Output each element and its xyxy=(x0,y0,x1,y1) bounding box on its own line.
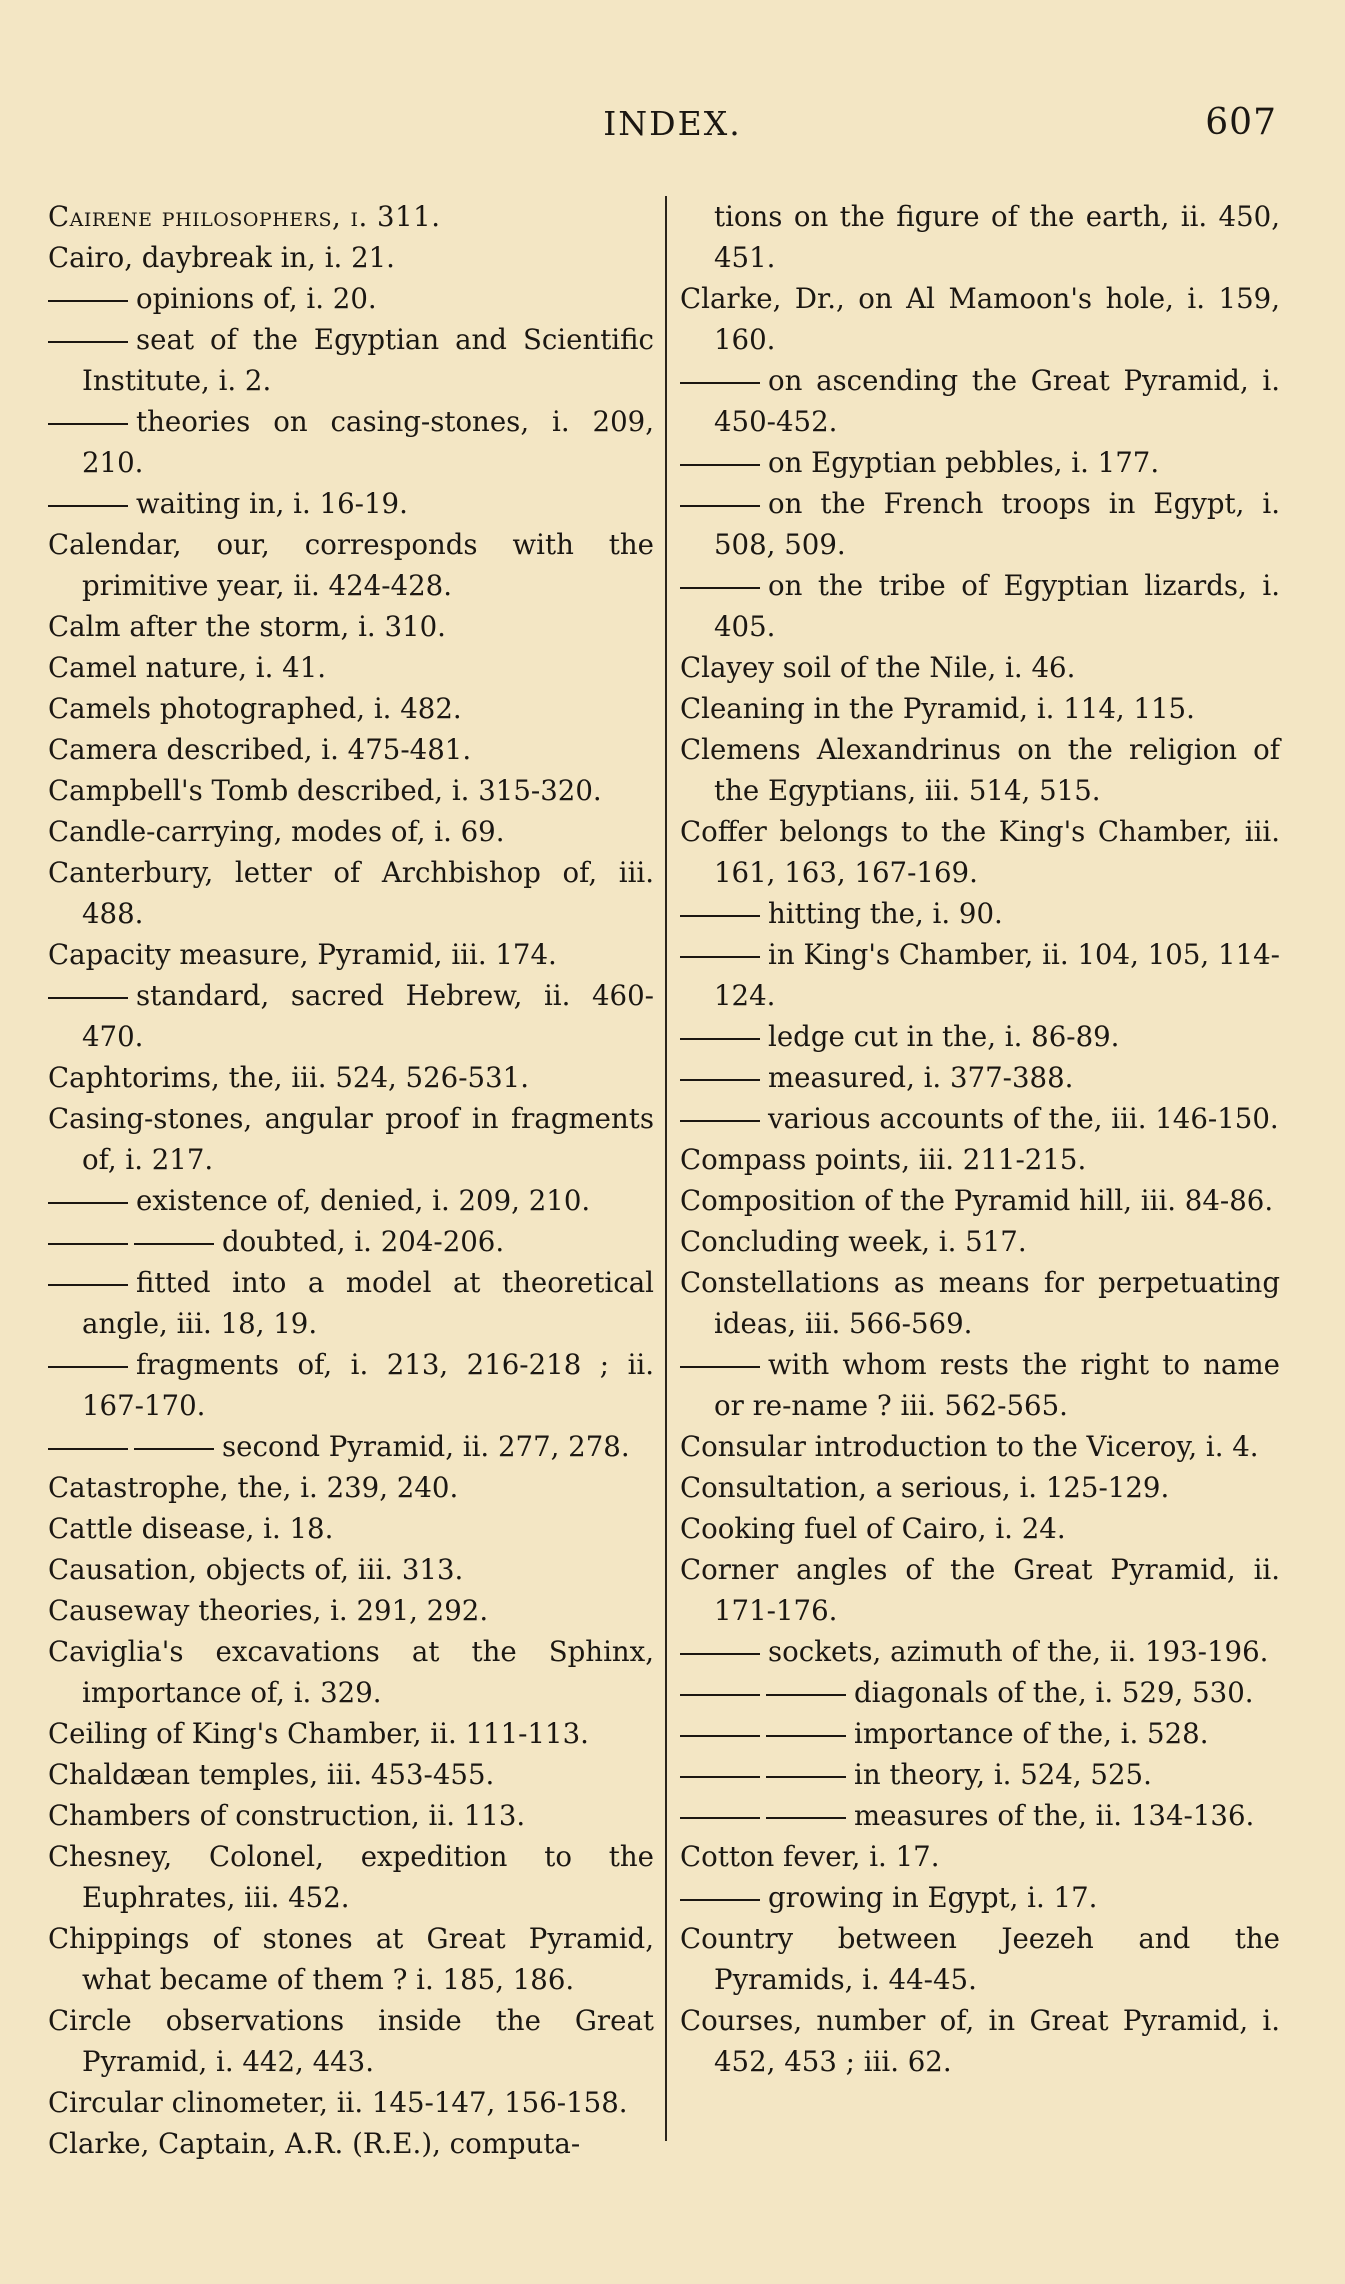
ditto-dash xyxy=(766,1694,846,1696)
index-entry: hitting the, i. 90. xyxy=(680,893,1280,934)
index-entry: tions on the figure of the earth, ii. 450, 451. xyxy=(714,200,1280,274)
index-entry: opinions of, i. 20. xyxy=(48,278,654,319)
ditto-dash xyxy=(766,1817,846,1819)
ditto-dash xyxy=(766,1776,846,1778)
index-entry: Clarke, Dr., on Al Mamoon's hole, i. 159, 160. xyxy=(680,282,1280,356)
index-entry: Ceiling of King's Chamber, ii. 111-113. xyxy=(48,1717,589,1750)
ditto-dash xyxy=(680,1120,760,1122)
index-entry: Causeway theories, i. 291, 292. xyxy=(48,1594,489,1627)
index-entry: on the tribe of Egyptian lizards, i. 405. xyxy=(680,565,1280,647)
ditto-dash xyxy=(680,1735,760,1737)
ditto-dash xyxy=(48,341,128,343)
running-head: INDEX. xyxy=(603,104,742,143)
page-number: 607 xyxy=(1205,102,1277,143)
ditto-dash xyxy=(48,997,128,999)
index-entry: theories on casing-stones, i. 209, 210. xyxy=(48,401,654,483)
index-entry: Cleaning in the Pyramid, i. 114, 115. xyxy=(680,692,1195,725)
index-entry: Catastrophe, the, i. 239, 240. xyxy=(48,1471,459,1504)
index-entry: Concluding week, i. 517. xyxy=(680,1225,1027,1258)
ditto-dash xyxy=(48,1284,128,1286)
ditto-dash xyxy=(766,1735,846,1737)
ditto-dash xyxy=(48,423,128,425)
ditto-dash xyxy=(680,956,760,958)
index-entry: Cairene philosophers, i. 311. xyxy=(48,200,441,233)
ditto-dash xyxy=(680,587,760,589)
index-entry: Compass points, iii. 211-215. xyxy=(680,1143,1087,1176)
index-entry: measured, i. 377-388. xyxy=(680,1057,1280,1098)
index-entry: ledge cut in the, i. 86-89. xyxy=(680,1016,1280,1057)
index-entry: Coffer belongs to the King's Chamber, iii. 161, 163, 167-169. xyxy=(680,815,1280,889)
index-entry: Chesney, Colonel, expedition to the Euphrates, iii. 452. xyxy=(48,1840,654,1914)
index-entry: in King's Chamber, ii. 104, 105, 114-124. xyxy=(680,934,1280,1016)
column-divider xyxy=(665,196,667,2141)
index-entry: Constellations as means for perpetuating ideas, iii. 566-569. xyxy=(680,1266,1280,1340)
index-entry: Cotton fever, i. 17. xyxy=(680,1840,940,1873)
index-entry: Causation, objects of, iii. 313. xyxy=(48,1553,464,1586)
index-entry: Circular clinometer, ii. 145-147, 156-158. xyxy=(48,2086,628,2119)
index-entry: sockets, azimuth of the, ii. 193-196. xyxy=(680,1631,1280,1672)
index-column-left xyxy=(48,196,654,2164)
index-entry: Calendar, our, corresponds with the primitive year, ii. 424-428. xyxy=(48,528,654,602)
ditto-dash xyxy=(680,915,760,917)
index-entry: Capacity measure, Pyramid, iii. 174. xyxy=(48,938,557,971)
index-entry: existence of, denied, i. 209, 210. xyxy=(48,1180,654,1221)
ditto-dash xyxy=(680,505,760,507)
ditto-dash xyxy=(48,505,128,507)
ditto-dash xyxy=(48,1243,128,1245)
index-entry: waiting in, i. 16-19. xyxy=(48,483,654,524)
index-entry: Candle-carrying, modes of, i. 69. xyxy=(48,815,505,848)
ditto-dash xyxy=(48,1366,128,1368)
index-entry: Composition of the Pyramid hill, iii. 84-86. xyxy=(680,1184,1274,1217)
index-entry: Campbell's Tomb described, i. 315-320. xyxy=(48,774,602,807)
index-entry: Casing-stones, angular proof in fragments of, i. 217. xyxy=(48,1102,654,1176)
ditto-dash xyxy=(680,1653,760,1655)
index-column-right xyxy=(680,196,1280,2082)
index-entry: fitted into a model at theoretical angle, iii. 18, 19. xyxy=(48,1262,654,1344)
index-entry: Calm after the storm, i. 310. xyxy=(48,610,446,643)
index-entry: Cattle disease, i. 18. xyxy=(48,1512,334,1545)
index-entry: on Egyptian pebbles, i. 177. xyxy=(680,442,1280,483)
index-entry: Circle observations inside the Great Pyramid, i. 442, 443. xyxy=(48,2004,654,2078)
index-entry: fragments of, i. 213, 216-218 ; ii. 167-170. xyxy=(48,1344,654,1426)
index-entry: various accounts of the, iii. 146-150. xyxy=(680,1098,1280,1139)
index-entry: second Pyramid, ii. 277, 278. xyxy=(48,1426,654,1467)
ditto-dash xyxy=(680,382,760,384)
ditto-dash xyxy=(680,1776,760,1778)
index-entry: on the French troops in Egypt, i. 508, 509. xyxy=(680,483,1280,565)
index-entry: Camels photographed, i. 482. xyxy=(48,692,462,725)
ditto-dash xyxy=(680,1038,760,1040)
index-entry: standard, sacred Hebrew, ii. 460-470. xyxy=(48,975,654,1057)
index-entry: Consultation, a serious, i. 125-129. xyxy=(680,1471,1170,1504)
ditto-dash xyxy=(680,1366,760,1368)
index-entry: growing in Egypt, i. 17. xyxy=(680,1877,1280,1918)
index-entry: Consular introduction to the Viceroy, i. 4. xyxy=(680,1430,1259,1463)
index-entry: on ascending the Great Pyramid, i. 450-452. xyxy=(680,360,1280,442)
ditto-dash xyxy=(134,1243,214,1245)
index-entry: Canterbury, letter of Archbishop of, iii. 488. xyxy=(48,856,654,930)
index-entry: Courses, number of, in Great Pyramid, i. 452, 453 ; iii. 62. xyxy=(680,2004,1280,2078)
ditto-dash xyxy=(680,464,760,466)
index-entry: Chaldæan temples, iii. 453-455. xyxy=(48,1758,495,1791)
index-entry: with whom rests the right to name or re-name ? iii. 562-565. xyxy=(680,1344,1280,1426)
index-entry: Clarke, Captain, A.R. (R.E.), computa- xyxy=(48,2127,581,2160)
index-entry: Chippings of stones at Great Pyramid, what became of them ? i. 185, 186. xyxy=(48,1922,654,1996)
index-entry: diagonals of the, i. 529, 530. xyxy=(680,1672,1280,1713)
ditto-dash xyxy=(48,1202,128,1204)
ditto-dash xyxy=(680,1079,760,1081)
index-entry: Cooking fuel of Cairo, i. 24. xyxy=(680,1512,1066,1545)
index-entry: Caviglia's excavations at the Sphinx, importance of, i. 329. xyxy=(48,1635,654,1709)
index-entry: Corner angles of the Great Pyramid, ii. 171-176. xyxy=(680,1553,1280,1627)
ditto-dash xyxy=(134,1448,214,1450)
index-entry: doubted, i. 204-206. xyxy=(48,1221,654,1262)
ditto-dash xyxy=(680,1694,760,1696)
ditto-dash xyxy=(48,1448,128,1450)
index-entry: Country between Jeezeh and the Pyramids, i. 44-45. xyxy=(680,1922,1280,1996)
ditto-dash xyxy=(48,300,128,302)
index-entry: Chambers of construction, ii. 113. xyxy=(48,1799,526,1832)
index-entry: Clayey soil of the Nile, i. 46. xyxy=(680,651,1076,684)
ditto-dash xyxy=(680,1899,760,1901)
index-entry: importance of the, i. 528. xyxy=(680,1713,1280,1754)
index-entry: Clemens Alexandrinus on the religion of the Egyptians, iii. 514, 515. xyxy=(680,733,1280,807)
index-entry: Cairo, daybreak in, i. 21. xyxy=(48,241,395,274)
index-entry: Camel nature, i. 41. xyxy=(48,651,327,684)
index-entry: in theory, i. 524, 525. xyxy=(680,1754,1280,1795)
index-entry: Camera described, i. 475-481. xyxy=(48,733,472,766)
ditto-dash xyxy=(680,1817,760,1819)
index-entry: measures of the, ii. 134-136. xyxy=(680,1795,1280,1836)
index-entry: seat of the Egyptian and Scientific Institute, i. 2. xyxy=(48,319,654,401)
index-entry: Caphtorims, the, iii. 524, 526-531. xyxy=(48,1061,529,1094)
